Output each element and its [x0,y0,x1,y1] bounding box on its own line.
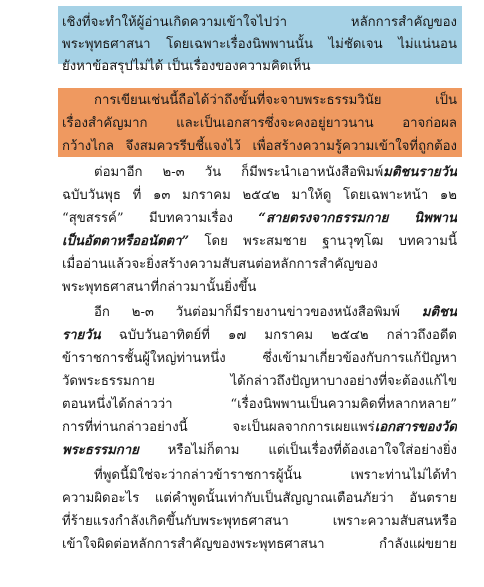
text-line-16: วัดพระธรรมกาย ได้กล่าวถึงปัญหาบางอย่างที่จะต้องแก้ไข [62,374,457,389]
newspaper-name: มติชนรายวัน [383,165,457,180]
text-line-12: พระพุทธศาสนาที่กล่าวมานั้นยิ่งขึ้น [62,280,257,295]
text-line-5: เรื่องสำคัญมาก และเป็นเอกสารซึ่งจะคงอยู่ยาวนาน อาจก่อผล [62,116,457,131]
text-line-8: ฉบับวันพุธ ที่ ๑๓ มกราคม ๒๕๔๒ มาให้ดู โดยเฉพาะหน้า ๑๒ [62,188,457,203]
text-line-13: อีก ๒-๓ วันต่อมาก็มีรายงานข่าวของหนังสือพิมพ์ มติชน [94,305,457,320]
text-line-11: เมื่ออ่านแล้วจะยิ่งสร้างความสับสนต่อหลักการสำคัญของ [62,257,378,272]
text-line-2: พระพุทธศาสนา โดยเฉพาะเรื่องนิพพานนั้น ไม่ชัดเจน ไม่แน่นอน [62,37,457,52]
text-line-17: ตอนหนึ่งได้กล่าวว่า “เรื่องนิพพานเป็นความคิดที่หลากหลาย” [62,397,457,412]
newspaper-name-2: มติชน [421,305,457,320]
text-line-20: ที่พูดนี้มิใช่จะว่ากล่าวข้าราชการผู้นั้น เพราะท่านไม่ได้ทำ [94,468,457,483]
document-ref-cont: พระธรรมกาย [62,443,139,458]
text-line-22: ที่ร้ายแรงกำลังเกิดขึ้นกับพระพุทธศาสนา เพราะความสับสนหรือ [62,514,457,529]
text-line-7: ต่อมาอีก ๒-๓ วัน ก็มีพระนำเอาหนังสือพิมพ์มติชนรายวัน [94,165,457,180]
text-line-10: เป็นอัตตาหรืออนัตตา” โดย พระสมชาย ฐานวุฑฺโฒ บทความนี้ [62,234,457,249]
text-line-4: การเขียนเช่นนี้ถือได้ว่าถึงขั้นที่จะจาบพระธรรมวินัย เป็น [94,93,457,108]
text-line-1: เชิงที่จะทำให้ผู้อ่านเกิดความเข้าใจไปว่า หลักการสำคัญของ [62,15,457,30]
text-line-19: พระธรรมกาย หรือไม่ก็ตาม แต่เป็นเรื่องที่ต้องเอาใจใส่อย่างยิ่ง [62,443,457,458]
article-title-cont: เป็นอัตตาหรืออนัตตา” [62,234,190,249]
article-title: “สายตรงจากธรรมกาย นิพพาน [258,211,457,226]
text-line-21: ความผิดอะไร แต่คำพูดนั้นเท่ากับเป็นสัญญาณเตือนภัยว่า อันตราย [62,491,457,506]
text-line-3: ยังหาข้อสรุปไม่ได้ เป็นเรื่องของความคิดเห็น [62,59,311,74]
document-ref: เอกสารของวัด [374,420,457,435]
text-line-18: การที่ท่านกล่าวอย่างนี้ จะเป็นผลจากการเผยแพร่เอกสารของวัด [62,420,457,435]
text-line-6: กว้างไกล จึงสมควรรีบชี้แจงไว้ เพื่อสร้างความรู้ความเข้าใจที่ถูกต้อง [62,139,457,154]
newspaper-name-2-cont: รายวัน [62,328,101,343]
text-line-23: เข้าใจผิดต่อหลักการสำคัญของพระพุทธศาสนา กำลังแผ่ขยาย [62,537,457,552]
text-line-14: รายวัน ฉบับวันอาทิตย์ที่ ๑๗ มกราคม ๒๕๔๒ กล่าวถึงอดีต [62,328,457,343]
text-line-9: “สุขสรรค์” มีบทความเรื่อง “สายตรงจากธรรมกาย นิพพาน [62,211,457,226]
text-line-15: ข้าราชการชั้นผู้ใหญ่ท่านหนึ่ง ซึ่งเข้ามาเกี่ยวข้องกับการแก้ปัญหา [62,351,457,366]
